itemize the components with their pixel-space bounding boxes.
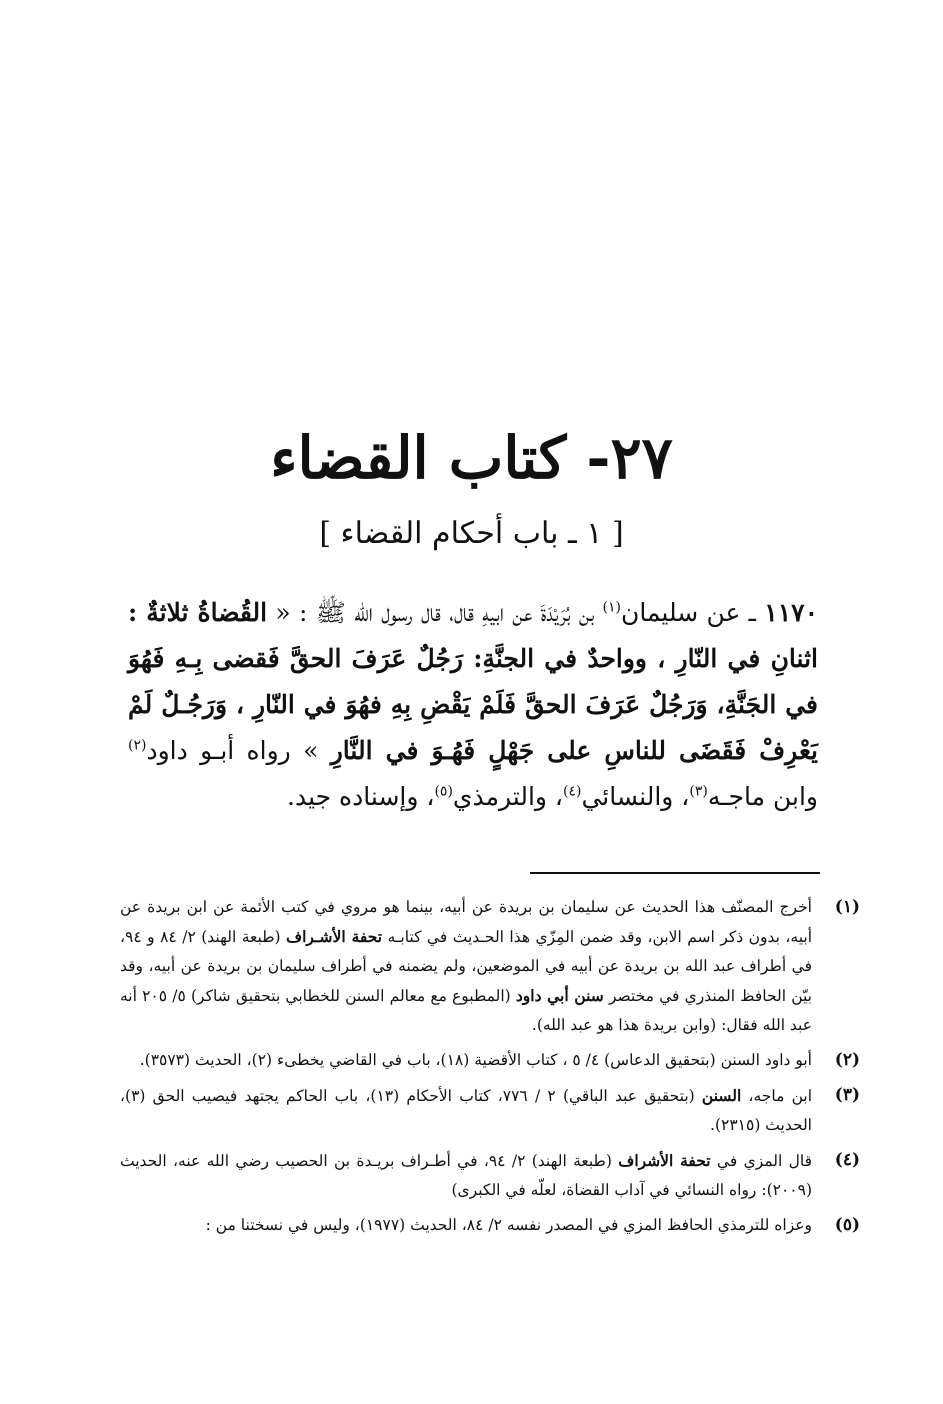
hadith-source-tirmidhi: ، والترمذي bbox=[452, 782, 563, 811]
footnote-text-part: (طبعة الهند) ٢/ ٨٤ و ٩٤، في أطراف عبد الله بن بريدة عن أبيه في الموضعين، ولم يضمنه في أطراف سليمان بن بريدة عن أبيه، وقد بيّن الحافظ المنذري في مختصر bbox=[120, 928, 812, 1005]
footnote-text-part: (طبعة الهند) ٢/ ٩٤، في أطـراف بريـدة بن الحصيب رضي الله عنه، الحديث (٢٠٠٩): رواه النسائي في آداب القضاة، لعلّه في الكبرى) bbox=[120, 1152, 812, 1199]
footnote-text bbox=[120, 1046, 812, 1075]
footnote-divider bbox=[530, 872, 820, 874]
footnote-ref-4: (٤) bbox=[562, 783, 582, 800]
footnotes bbox=[120, 893, 860, 1246]
hadith-source-abudawud: » رواه أبـو داود bbox=[146, 736, 331, 765]
footnote-1 bbox=[120, 893, 860, 1040]
hadith-source-ibnmajah: وابن ماجـه bbox=[707, 782, 818, 811]
footnote-book-title: تحفة الأشراف bbox=[618, 1151, 711, 1170]
footnote-ref-3: (٣) bbox=[689, 783, 708, 800]
footnote-number: (٥) bbox=[834, 1215, 860, 1235]
footnote-5 bbox=[120, 1211, 860, 1240]
footnote-ref-2: (٢) bbox=[128, 737, 147, 754]
footnote-book-title: السنن bbox=[701, 1086, 742, 1105]
footnote-text bbox=[120, 893, 812, 1040]
book-title: ٢٧- كتاب القضاء bbox=[270, 424, 673, 492]
footnote-text-part: (بتحقيق عبد الباقي) ٢ / ٧٧٦، كتاب الأحكام (١٣)، باب الحاكم يجتهد فيصيب الحق (٣)، الحديث (٢٣١٥). bbox=[120, 1087, 812, 1134]
footnote-text-part: قال المزي في bbox=[710, 1152, 812, 1170]
footnote-number: (٣) bbox=[834, 1085, 860, 1105]
hadith-intro: ـ عن سليمان bbox=[621, 598, 765, 627]
footnote-number: (١) bbox=[834, 897, 860, 917]
hadith-intro-cont: بن بُرَيْدَةَ عن ابيهِ قال، قال رسول الله ﷺ : « bbox=[267, 598, 603, 627]
footnote-ref-1: (١) bbox=[602, 599, 621, 616]
hadith-number: ١١٧٠ bbox=[764, 598, 819, 627]
hadith-paragraph bbox=[128, 590, 818, 820]
footnote-text-part: وعزاه للترمذي الحافظ المزي في المصدر نفسه ٢/ ٨٤، الحديث (١٩٧٧)، وليس في نسختنا من : bbox=[205, 1216, 812, 1234]
footnote-book-title: سنن أبي داود bbox=[515, 986, 604, 1005]
footnote-number: (٤) bbox=[834, 1150, 860, 1170]
footnote-text bbox=[120, 1081, 812, 1140]
chapter-title: [ ١ ـ باب أحكام القضاء ] bbox=[319, 516, 624, 551]
footnote-number: (٢) bbox=[834, 1050, 860, 1070]
hadith-grading: ، وإسناده جيد. bbox=[287, 782, 435, 811]
footnote-text bbox=[120, 1211, 812, 1240]
footnote-text-part: أبو داود السنن (بتحقيق الدعاس) ٤/ ٥ ، كتاب الأقضية (١٨)، باب في القاضي يخطىء (٢)، الحديث (٣٥٧٣). bbox=[139, 1051, 812, 1069]
hadith-source-nasai: ، والنسائي bbox=[581, 782, 690, 811]
footnote-book-title: تحفة الأشـراف bbox=[286, 927, 383, 946]
footnote-4 bbox=[120, 1146, 860, 1205]
hadith-matn: القُضاةُ ثلاثةٌ : اثنانِ في النّارِ ، وواحدٌ في الجنَّةِ: رَجُلٌ عَرَفَ الحقَّ فَقضى بِـهِ فَهُوَ في الجَنَّةِ، وَرَجُلٌ عَرَفَ الحقَّ فَلَمْ يَقْضِ بِهِ فهُوَ في النّارِ ، وَرَجُـلٌ لَمْ يَعْرِفْ فَقَضَى للناسِ على جَهْلٍ فَهُـوَ في النَّارِ bbox=[128, 598, 818, 765]
footnote-text-part: أخرج المصنّف هذا الحديث عن سليمان بن بريدة عن أبيه، بينما هو مروي في كتب الأئمة عن ابن بريدة عن أبيه، بدون ذكر اسم الابن، وقد ضمن المِزّي هذا الحـديث في كتابـه bbox=[120, 898, 813, 946]
footnote-2 bbox=[120, 1046, 860, 1075]
footnote-text-part: (المطبوع مع معالم السنن للخطابي بتحقيق شاكر) ٥/ ٢٠٥ أنه عبد الله فقال: (وابن بريدة هذا هو عبد الله). bbox=[120, 987, 812, 1034]
footnote-text bbox=[120, 1146, 812, 1205]
footnote-text-part: ابن ماجه، bbox=[741, 1087, 813, 1105]
footnote-ref-5: (٥) bbox=[434, 783, 453, 800]
footnote-3 bbox=[120, 1081, 860, 1140]
